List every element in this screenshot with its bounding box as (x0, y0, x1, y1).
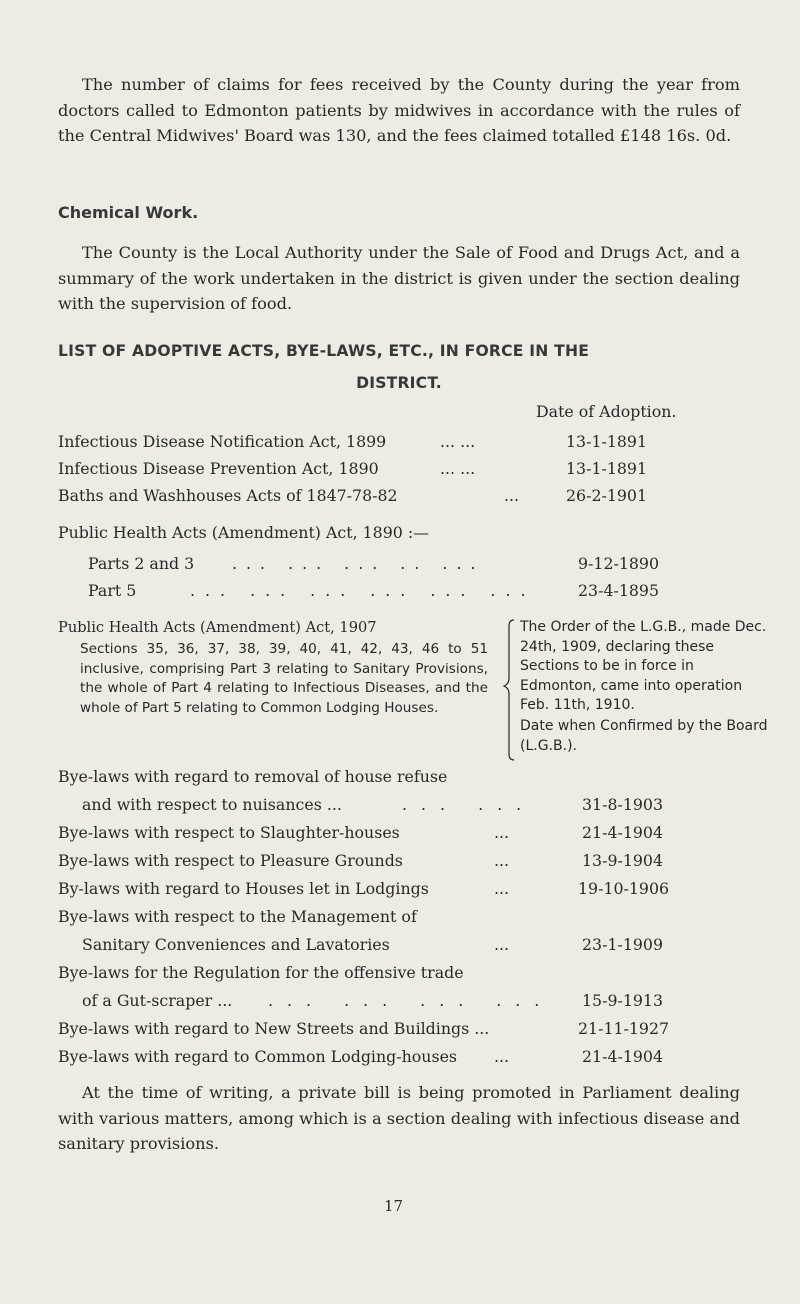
page-number: 17 (384, 1197, 404, 1215)
byelaw-date: 15-9-1913 (582, 991, 664, 1010)
byelaw-row (0, 1019, 800, 1041)
leader-dots: ... (494, 1047, 510, 1066)
byelaw-row (0, 767, 800, 789)
act-date: 13-1-1891 (566, 459, 648, 478)
byelaw-date: 21-4-1904 (582, 823, 664, 842)
byelaw-label: By-laws with regard to Houses let in Lodgings (58, 879, 429, 898)
byelaw-label: Bye-laws with regard to Common Lodging-houses (58, 1047, 458, 1066)
leader-dots: ... ... ... ... (268, 991, 554, 1010)
pha-part-row (0, 581, 800, 603)
leader-dots: ... (494, 823, 510, 842)
chemical-work-paragraph: The County is the Local Authority under the Sale of Food and Drugs Act, and a summary of the work undertaken in the district is given under the section dealing with the supervision of food. (58, 243, 740, 313)
byelaw-label: Bye-laws for the Regulation for the offensive trade (58, 963, 464, 982)
leader-dots: ... ... (440, 432, 476, 451)
act-label: Infectious Disease Notification Act, 1899 (58, 432, 387, 451)
act-row (0, 486, 800, 508)
leader-dots: ... ... (402, 795, 536, 814)
closing-paragraph: At the time of writing, a private bill is being promoted in Parliament dealing with various matters, among which is a section dealing with infectious disease and sanitary provisions. (58, 1083, 740, 1153)
leader-dots: ... (494, 879, 510, 898)
pha-1907-confirmed: Date when Confirmed by the Board (L.G.B.). (520, 718, 768, 754)
act-date: 26-2-1901 (566, 486, 648, 505)
part-label: Part 5 (88, 581, 137, 600)
leader-dots: ... (494, 935, 510, 954)
byelaw-date: 21-4-1904 (582, 1047, 664, 1066)
act-date: 13-1-1891 (566, 432, 648, 451)
date-header-row (0, 402, 800, 424)
leader-dots: ... ... (440, 459, 476, 478)
pha-1907-title: Public Health Acts (Amendment) Act, 1907 (58, 619, 377, 636)
byelaw-label: Bye-laws with regard to removal of house refuse (58, 767, 448, 786)
byelaw-date: 21-11-1927 (578, 1019, 670, 1038)
byelaw-row (0, 963, 800, 985)
leader-dots: ... ... ... .. ... (232, 554, 485, 573)
leader-dots: ... ... ... ... ... ... (190, 581, 536, 600)
byelaw-date: 31-8-1903 (582, 795, 664, 814)
leader-dots: ... (494, 851, 510, 870)
intro-paragraph: The number of claims for fees received by the County during the year from doctors called to Edmonton patients by midwives in accordance with the rules of the Central Midwives' Board was 130, and the fees claimed totalled £148 16s. 0d. (58, 75, 740, 145)
byelaw-label-cont: and with respect to nuisances ... (82, 795, 342, 814)
byelaw-label: Bye-laws with regard to New Streets and Buildings ... (58, 1019, 490, 1038)
byelaw-label: Bye-laws with respect to Slaughter-houses (58, 823, 400, 842)
pha-1890-label: Public Health Acts (Amendment) Act, 1890 :— (58, 523, 429, 542)
byelaw-row (0, 795, 800, 817)
byelaw-label-cont: of a Gut-scraper ... (82, 991, 233, 1010)
act-label: Baths and Washhouses Acts of 1847-78-82 (58, 486, 398, 505)
part-date: 9-12-1890 (578, 554, 660, 573)
byelaw-row (0, 1047, 800, 1069)
act-row (0, 432, 800, 454)
byelaw-row (0, 823, 800, 845)
part-label: Parts 2 and 3 (88, 554, 195, 573)
act-row (0, 459, 800, 481)
byelaw-row (0, 935, 800, 957)
byelaw-date: 23-1-1909 (582, 935, 664, 954)
byelaw-label-cont: Sanitary Conveniences and Lavatories (82, 935, 390, 954)
byelaw-date: 19-10-1906 (578, 879, 670, 898)
date-header: Date of Adoption. (536, 402, 677, 421)
list-title-line1: LIST OF ADOPTIVE ACTS, BYE-LAWS, ETC., IN FORCE IN THE (58, 342, 590, 360)
leader-dots: ... (504, 486, 520, 505)
byelaw-label: Bye-laws with respect to Pleasure Grounds (58, 851, 403, 870)
byelaw-label: Bye-laws with respect to the Management of (58, 907, 417, 926)
byelaw-row (0, 851, 800, 873)
act-label: Infectious Disease Prevention Act, 1890 (58, 459, 379, 478)
byelaw-date: 13-9-1904 (582, 851, 664, 870)
part-date: 23-4-1895 (578, 581, 660, 600)
pha-1907-order: The Order of the L.G.B., made Dec. 24th, 1909, declaring these Sections to be in force in Edmonton, came into operation Feb. 11th, 1910. (520, 619, 767, 714)
byelaw-row (0, 879, 800, 901)
pha-part-row (0, 554, 800, 576)
byelaw-row (0, 907, 800, 929)
pha-1907-body: Sections 35, 36, 37, 38, 39, 40, 41, 42, 43, 46 to 51 inclusive, comprising Part 3 relating to Sanitary Provisions, the whole of Part 4 relating to Infectious Diseases, and the whole of Part 5 relating to Common Lodging Houses. (80, 641, 488, 716)
pha-1890-row (0, 523, 800, 545)
byelaw-row (0, 991, 800, 1013)
chemical-work-heading: Chemical Work. (58, 203, 199, 222)
brace-icon (500, 618, 520, 762)
list-title-line2: DISTRICT. (356, 374, 442, 392)
